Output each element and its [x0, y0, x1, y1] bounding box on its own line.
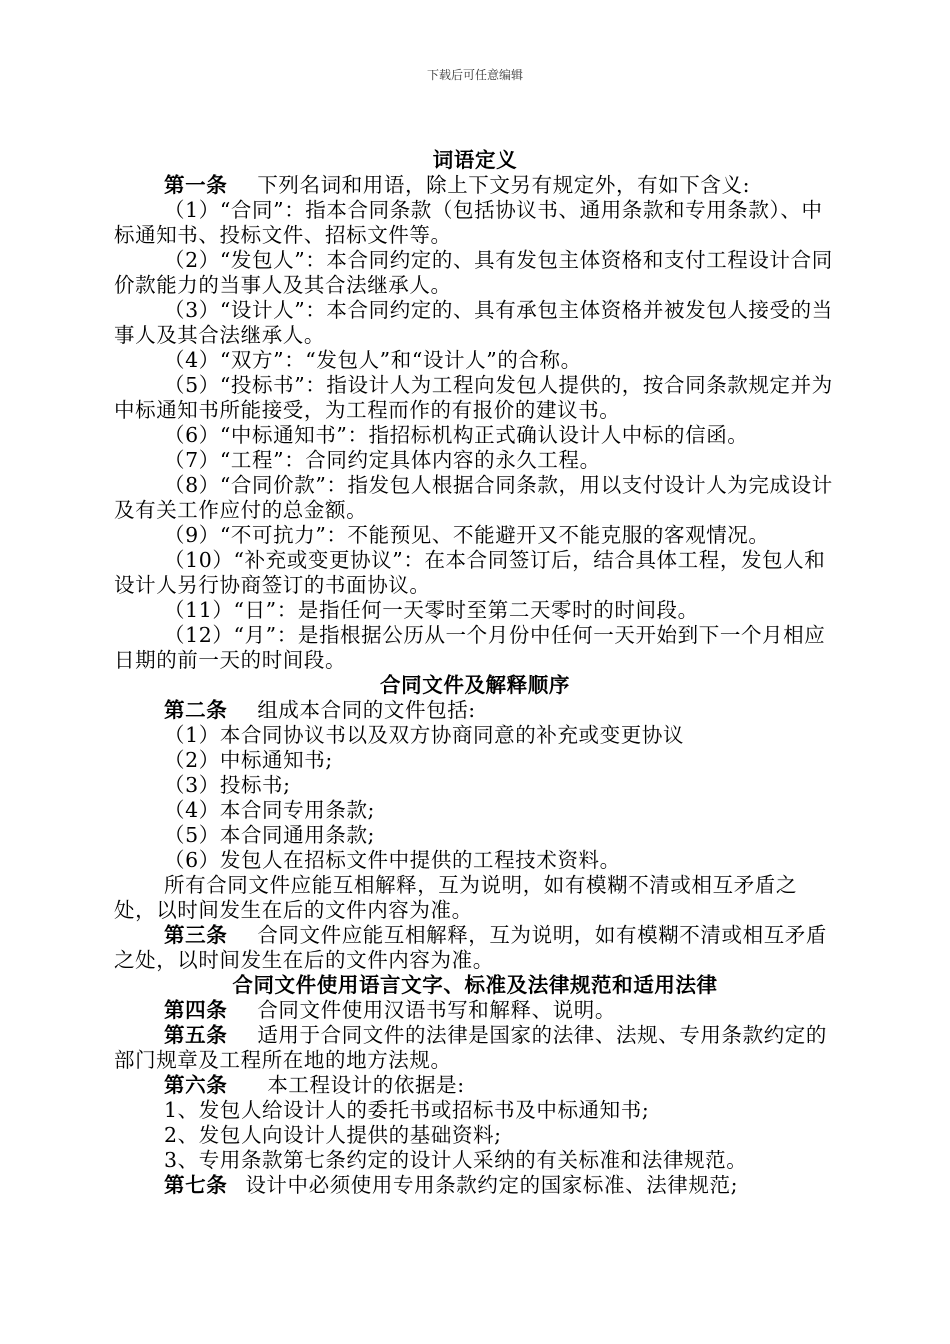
definition-item: （4）“双方”：“发包人”和“设计人”的合称。	[164, 348, 582, 372]
definition-item: （6）“中标通知书”：指招标机构正式确认设计人中标的信函。	[164, 423, 749, 447]
basis-item: 1、发包人给设计人的委托书或招标书及中标通知书;	[164, 1098, 650, 1122]
definition-item: （10）“补充或变更协议”：在本合同签订后，结合具体工程，发包人和设计人另行协商签订的书面协议。	[114, 548, 826, 597]
article-label: 第三条	[164, 923, 228, 947]
article-label: 第二条	[164, 698, 228, 722]
article-2	[114, 698, 836, 723]
header-note: 下载后可任意编辑	[426, 68, 523, 82]
section-heading-definitions: 词语定义	[432, 148, 518, 172]
article-text: 本工程设计的依据是:	[267, 1073, 465, 1097]
article-text: 组成本合同的文件包括:	[257, 698, 476, 722]
paragraph: 所有合同文件应能互相解释，互为说明，如有模糊不清或相互矛盾之处，以时间发生在后的文件内容为准。	[114, 873, 797, 922]
article-label: 第六条	[164, 1073, 228, 1097]
list-item: （6）发包人在招标文件中提供的工程技术资料。	[164, 848, 621, 872]
article-4	[114, 998, 836, 1023]
definition-item: （2）“发包人”：本合同约定的、具有发包主体资格和支付工程设计合同价款能力的当事人及其合法继承人。	[114, 248, 833, 297]
article-6	[114, 1073, 836, 1098]
definition-item: （1）“合同”：指本合同条款（包括协议书、通用条款和专用条款）、中标通知书、投标文件、招标文件等。	[114, 198, 823, 247]
article-7	[114, 1173, 836, 1198]
definition-item: （8）“合同价款”：指发包人根据合同条款，用以支付设计人为完成设计及有关工作应付的总金额。	[114, 473, 833, 522]
basis-item: 2、发包人向设计人提供的基础资料;	[164, 1123, 502, 1147]
list-item: （2）中标通知书;	[164, 748, 333, 772]
list-item: （4）本合同专用条款;	[164, 798, 376, 822]
article-label: 第七条	[164, 1173, 228, 1197]
basis-item: 3、专用条款第七条约定的设计人采纳的有关标准和法律规范。	[164, 1148, 748, 1172]
article-3	[114, 923, 836, 973]
section-heading-language-law: 合同文件使用语言文字、标准及法律规范和适用法律	[232, 973, 718, 997]
definition-item: （11）“日”：是指任何一天零时至第二天零时的时间段。	[164, 598, 699, 622]
article-5	[114, 1023, 836, 1073]
article-1	[114, 173, 836, 198]
list-item: （1）本合同协议书以及双方协商同意的补充或变更协议	[164, 723, 685, 747]
article-text: 合同文件使用汉语书写和解释、说明。	[257, 998, 617, 1022]
list-item: （3）投标书;	[164, 773, 291, 797]
article-label: 第五条	[164, 1023, 228, 1047]
article-label: 第四条	[164, 998, 228, 1022]
definition-item: （7）“工程”：合同约定具体内容的永久工程。	[164, 448, 601, 472]
definition-item: （9）“不可抗力”：不能预见、不能避开又不能克服的客观情况。	[164, 523, 770, 547]
definition-item: （3）“设计人”：本合同约定的、具有承包主体资格并被发包人接受的当事人及其合法继承人。	[114, 298, 833, 347]
article-text: 下列名词和用语，除上下文另有规定外，有如下含义:	[257, 173, 751, 197]
definition-item: （12）“月”：是指根据公历从一个月份中任何一天开始到下一个月相应日期的前一天的时间段。	[114, 623, 826, 672]
article-text: 适用于合同文件的法律是国家的法律、法规、专用条款约定的部门规章及工程所在地的地方法规。	[114, 1023, 828, 1072]
document-body	[114, 148, 836, 1198]
article-label: 第一条	[164, 173, 228, 197]
article-text: 设计中必须使用专用条款约定的国家标准、法律规范;	[245, 1173, 739, 1197]
article-text: 合同文件应能互相解释，互为说明，如有模糊不清或相互矛盾之处，以时间发生在后的文件内容为准。	[114, 923, 828, 972]
definition-item: （5）“投标书”：指设计人为工程向发包人提供的，按合同条款规定并为中标通知书所能接受，为工程而作的有报价的建议书。	[114, 373, 833, 422]
section-heading-documents-order: 合同文件及解释顺序	[380, 673, 570, 697]
list-item: （5）本合同通用条款;	[164, 823, 376, 847]
